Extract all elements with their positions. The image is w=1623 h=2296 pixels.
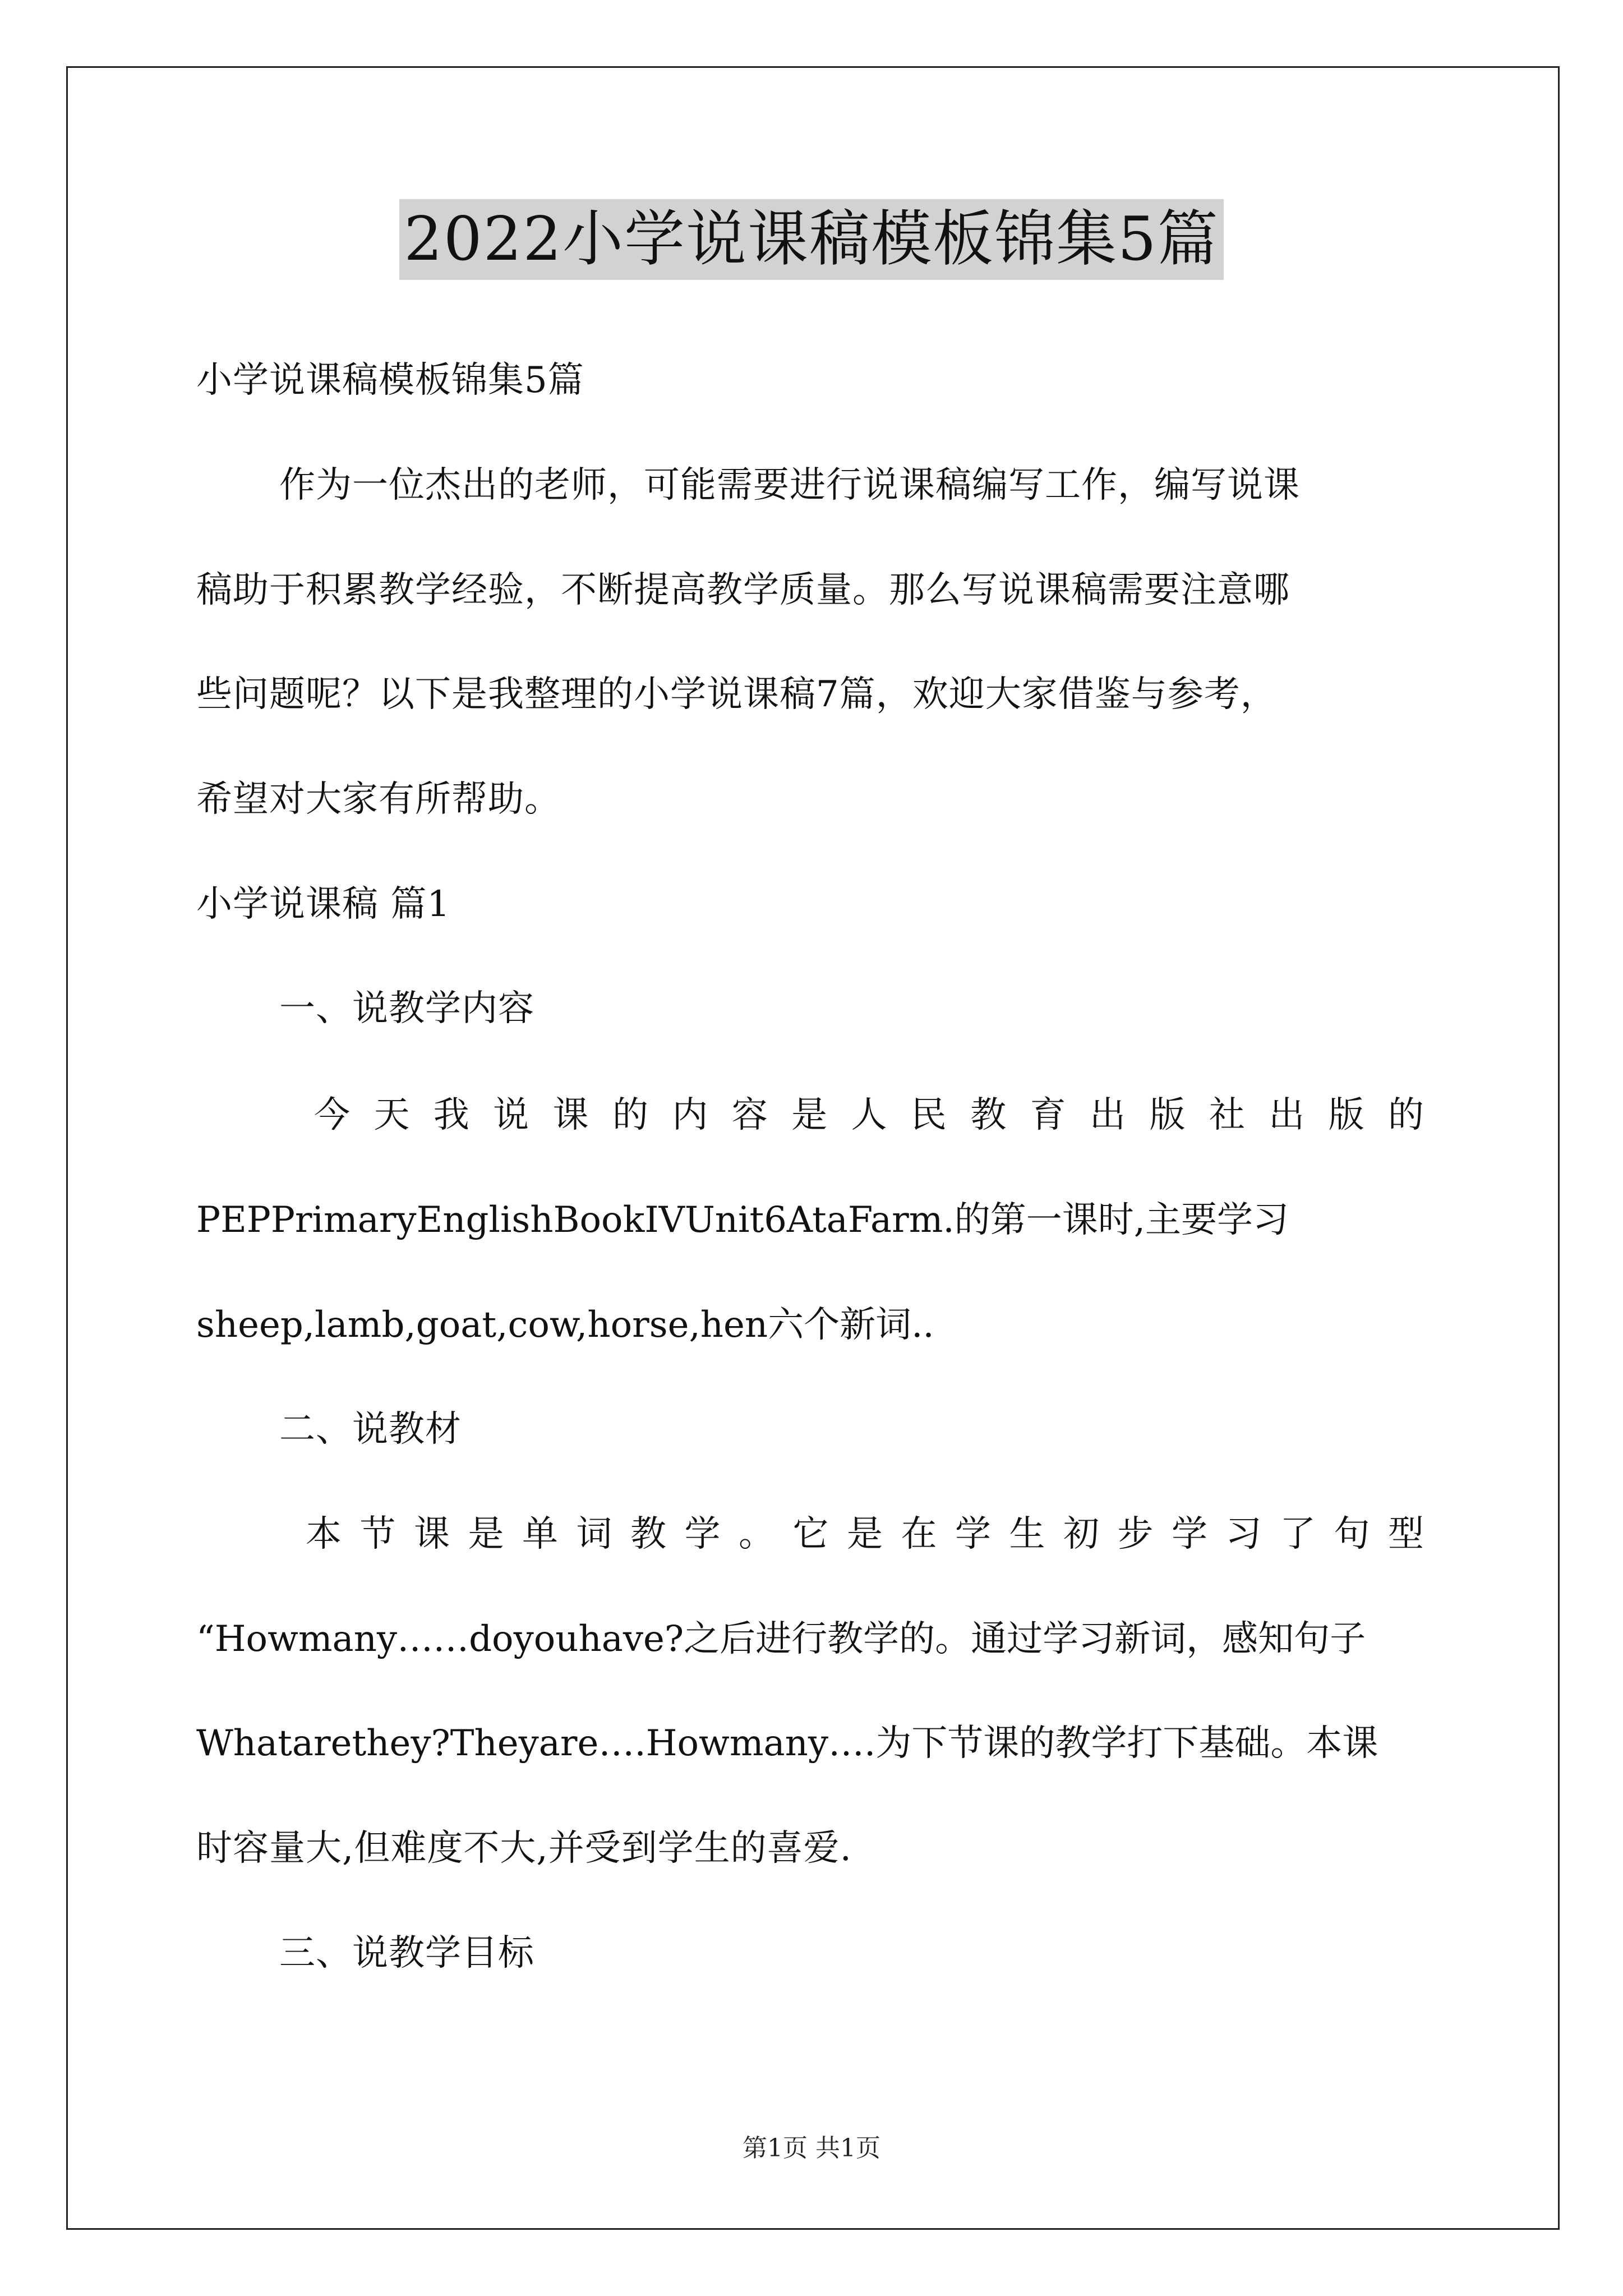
part1-line-3: sheep,lamb,goat,cow,horse,hen六个新词..	[196, 1304, 934, 1346]
part2-line-1: 本节课是单词教学。它是在学生初步学习了句型	[306, 1513, 1424, 1555]
page-footer: 第1页 共1页	[743, 2134, 880, 2162]
intro-line-2: 稿助于积累教学经验，不断提高教学质量。那么写说课稿需要注意哪	[196, 569, 1290, 611]
intro-line-3: 些问题呢？以下是我整理的小学说课稿7篇，欢迎大家借鉴与参考，	[196, 674, 1277, 715]
part1-heading: 一、说教学内容	[279, 988, 534, 1029]
part2-heading: 二、说教材	[279, 1409, 462, 1450]
part2-line-4: 时容量大,但难度不大,并受到学生的喜爱.	[196, 1828, 852, 1869]
intro-line-1: 作为一位杰出的老师，可能需要进行说课稿编写工作，编写说课	[279, 464, 1300, 506]
part1-line-2: PEPPrimaryEnglishBookIVUnit6AtaFarm.的第一课时,主要学习	[196, 1199, 1289, 1241]
title-container	[0, 199, 1623, 280]
part2-line-2: “Howmany……doyouhave?之后进行教学的。通过学习新词，感知句子	[196, 1618, 1366, 1660]
part2-line-3: Whatarethey?Theyare….Howmany….为下节课的教学打下基础。本课	[196, 1723, 1378, 1764]
part3-heading: 三、说教学目标	[279, 1932, 534, 1974]
part1-line-1: 今天我说课的内容是人民教育出版社出版的	[314, 1094, 1424, 1136]
document-subtitle: 小学说课稿模板锦集5篇	[196, 360, 584, 401]
document-title: 2022小学说课稿模板锦集5篇	[399, 199, 1224, 280]
section-heading: 小学说课稿 篇1	[196, 884, 451, 925]
intro-line-4: 希望对大家有所帮助。	[196, 779, 561, 820]
